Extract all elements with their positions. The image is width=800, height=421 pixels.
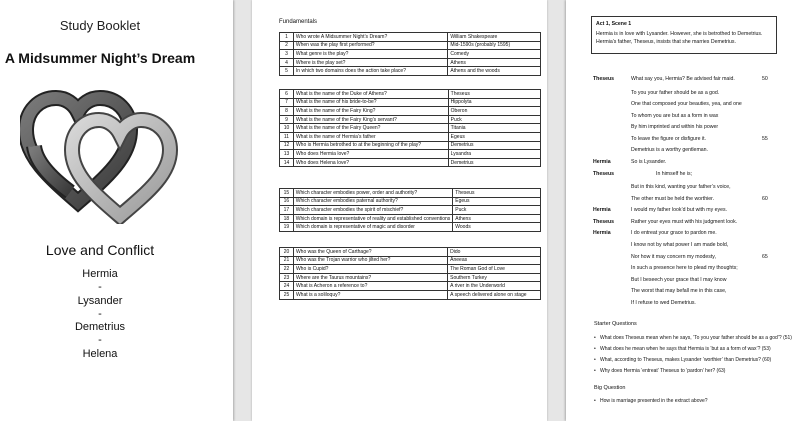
question-number: 17 — [280, 206, 294, 215]
starter-question: • What, according to Theseus, makes Lysander ‘worthier’ than Demetrius? (60) — [600, 357, 771, 363]
separator: - — [98, 281, 102, 294]
table-row — [280, 50, 541, 59]
speaker-name: Theseus — [593, 219, 615, 225]
table-row — [280, 98, 541, 107]
question-number: 10 — [280, 124, 294, 133]
table-row — [280, 290, 541, 299]
question-cell: What is the name of the Fairy King’s servant? — [293, 115, 448, 124]
answer-cell: Athens and the woods — [448, 67, 541, 76]
verse-line: Nor how it may concern my modesty, — [631, 254, 716, 260]
question-cell: Where are the Taurus mountains? — [293, 273, 447, 282]
question-cell: What is the name of the Duke of Athens? — [293, 90, 448, 99]
verse-line: So is Lysander. — [631, 159, 667, 165]
table-row — [280, 248, 541, 257]
question-number: 14 — [280, 158, 294, 167]
answer-cell: Theseus — [448, 90, 540, 99]
answer-cell: William Shakespeare — [448, 33, 541, 42]
table-row — [280, 33, 541, 42]
cover-page — [0, 0, 233, 421]
question-number: 18 — [280, 214, 294, 223]
fundamentals-page — [252, 0, 547, 421]
question-number: 7 — [280, 98, 294, 107]
table-row — [280, 265, 541, 274]
question-cell: Who does Helena love? — [293, 158, 448, 167]
question-cell: Which domain is representative of reality and established conventions — [293, 214, 453, 223]
character-name: Demetrius — [74, 321, 126, 334]
booklet-label: Study Booklet — [59, 18, 141, 33]
verse-line: To you your father should be as a god. — [631, 90, 720, 96]
fundamentals-heading: Fundamentals — [279, 19, 318, 25]
verse-line: By him imprinted and within his power — [631, 124, 719, 130]
speaker-name: Theseus — [593, 76, 615, 82]
table-row — [280, 41, 541, 50]
answer-cell: Egeus — [453, 197, 541, 206]
speaker-name: Theseus — [593, 171, 615, 177]
question-number: 13 — [280, 150, 294, 159]
table-row — [280, 223, 541, 232]
question-number: 8 — [280, 107, 294, 116]
separator: - — [98, 334, 102, 347]
answer-cell: Demetrius — [448, 158, 540, 167]
question-cell: Who was the Queen of Carthage? — [293, 248, 447, 257]
question-cell: What is the name of the Fairy Queen? — [293, 124, 448, 133]
verse-line: One that composed your beauties, yea, and one — [631, 101, 742, 107]
question-cell: Where is the play set? — [293, 58, 447, 67]
answer-cell: Puck — [453, 206, 541, 215]
table-row — [280, 197, 541, 206]
verse-line: Rather your eyes must with his judgment look. — [631, 219, 738, 225]
question-number: 24 — [280, 282, 294, 291]
question-number: 20 — [280, 248, 294, 257]
answer-cell: Athens — [448, 58, 541, 67]
question-number: 1 — [280, 33, 294, 42]
question-cell: Who is Hermia betrothed to at the beginning of the play? — [293, 141, 448, 150]
question-number: 5 — [280, 67, 294, 76]
question-cell: Who was the Trojan warrior who jilted her? — [293, 256, 447, 265]
answer-cell: Lysandra — [448, 150, 540, 159]
answer-cell: Hippolyta — [448, 98, 540, 107]
line-number: 55 — [762, 136, 768, 142]
table-row — [280, 58, 541, 67]
question-cell: Who does Hermia love? — [293, 150, 448, 159]
verse-line: In himself he is; — [656, 171, 693, 177]
separator: - — [98, 307, 102, 320]
table-row — [280, 141, 541, 150]
question-number: 4 — [280, 58, 294, 67]
table-row — [280, 256, 541, 265]
answer-cell: Oberon — [448, 107, 540, 116]
verse-line: The worst that may befall me in this case, — [631, 288, 727, 294]
verse-line: To leave the figure or disfigure it. — [631, 136, 706, 142]
table-row — [280, 150, 541, 159]
table-row — [280, 282, 541, 291]
verse-line: To whom you are but as a form in wax — [631, 113, 719, 119]
question-cell: What is Acheron a reference to? — [293, 282, 447, 291]
question-number: 6 — [280, 90, 294, 99]
answer-cell: A river in the Underworld — [448, 282, 541, 291]
answer-cell: Comedy — [448, 50, 541, 59]
question-number: 16 — [280, 197, 294, 206]
question-cell: What is a soliloquy? — [293, 290, 447, 299]
question-number: 2 — [280, 41, 294, 50]
question-number: 19 — [280, 223, 294, 232]
question-number: 12 — [280, 141, 294, 150]
answer-cell: Athens — [453, 214, 541, 223]
answer-cell: Aneeas — [448, 256, 541, 265]
answer-cell: Titania — [448, 124, 540, 133]
table-row — [280, 90, 541, 99]
table-row — [280, 158, 541, 167]
answer-cell: The Roman God of Love — [448, 265, 541, 274]
speaker-name: Hermia — [593, 159, 611, 165]
question-cell: Who is Cupid? — [293, 265, 447, 274]
table-row — [280, 124, 541, 133]
verse-line: I would my father look’d but with my eyes. — [631, 207, 728, 213]
character-list — [0, 268, 200, 361]
line-number: 60 — [762, 196, 768, 202]
table-row — [280, 115, 541, 124]
starter-question: • What does he mean when he says that Hermia is ‘but as a form of wax’? (53) — [600, 346, 771, 352]
line-number: 65 — [762, 254, 768, 260]
scene-heading: Act 1, Scene 1 — [596, 21, 632, 27]
character-name: Helena — [82, 347, 118, 360]
table-row — [280, 189, 541, 198]
question-cell: What is the name of the Fairy King? — [293, 107, 448, 116]
table-row — [280, 273, 541, 282]
answer-cell: Southern Turkey — [448, 273, 541, 282]
answer-cell: Dido — [448, 248, 541, 257]
table-row — [280, 214, 541, 223]
table-row — [280, 67, 541, 76]
play-title: A Midsummer Night’s Dream — [4, 50, 196, 66]
scene-summary-box — [591, 16, 777, 54]
character-name: Lysander — [77, 294, 123, 307]
theme-title: Love and Conflict — [45, 242, 155, 258]
verse-line: In such a presence here to plead my thoughts; — [631, 265, 738, 271]
answer-cell: Egeus — [448, 132, 540, 141]
question-cell: Which character embodies paternal authority? — [293, 197, 453, 206]
big-question-title: Big Question — [594, 385, 626, 391]
line-number: 50 — [762, 76, 768, 82]
question-number: 22 — [280, 265, 294, 274]
answer-cell: A speech delivered alone on stage — [448, 290, 541, 299]
big-question: • How is marriage presented in the extract above? — [600, 398, 708, 404]
quiz-table — [279, 32, 541, 76]
answer-cell: Woods — [453, 223, 541, 232]
quiz-table — [279, 89, 541, 167]
table-row — [280, 107, 541, 116]
question-cell: Which domain is representative of magic and disorder — [293, 223, 453, 232]
answer-cell: Theseus — [453, 189, 541, 198]
question-cell: What is the name of Hermia’s father — [293, 132, 448, 141]
speaker-name: Hermia — [593, 207, 611, 213]
verse-line: But I beseech your grace that I may know — [631, 277, 727, 283]
verse-line: I do entreat your grace to pardon me. — [631, 230, 717, 236]
answer-cell: Demetrius — [448, 141, 540, 150]
table-row — [280, 206, 541, 215]
question-number: 3 — [280, 50, 294, 59]
answer-cell: Puck — [448, 115, 540, 124]
scene-summary-line: Hermia is in love with Lysander. However, she is betrothed to Demetrius. — [596, 31, 763, 37]
speaker-name: Hermia — [593, 230, 611, 236]
verse-line: Demetrius is a worthy gentleman. — [631, 147, 708, 153]
question-number: 11 — [280, 132, 294, 141]
starter-question: • What does Theseus mean when he says, ‘To you your father should be as a god’? (51) — [600, 335, 792, 341]
starter-question: • Why does Hermia ‘entreat’ Theseus to ‘pardon’ her? (63) — [600, 368, 725, 374]
quiz-table — [279, 247, 541, 300]
question-cell: In which two domains does the action take place? — [293, 67, 447, 76]
verse-line: If I refuse to wed Demetrius. — [631, 300, 696, 306]
question-number: 9 — [280, 115, 294, 124]
interlocking-hearts-icon — [20, 84, 180, 224]
answer-cell: Mid-1590s (probably 1595) — [448, 41, 541, 50]
question-number: 25 — [280, 290, 294, 299]
character-name: Hermia — [82, 268, 118, 280]
question-cell: Who wrote A Midsummer Night’s Dream? — [293, 33, 447, 42]
verse-line: The other must be held the worthier. — [631, 196, 715, 202]
table-row — [280, 132, 541, 141]
question-number: 23 — [280, 273, 294, 282]
question-cell: When was the play first performed? — [293, 41, 447, 50]
question-cell: Which character embodies the spirit of mischief? — [293, 206, 453, 215]
question-cell: What genre is the play? — [293, 50, 447, 59]
scene-summary-line: Hermia’s father, Theseus, insists that she marries Demetrius. — [596, 39, 736, 45]
question-number: 15 — [280, 189, 294, 198]
starter-questions-title: Starter Questions — [594, 321, 637, 327]
verse-line: What say you, Hermia? Be advised fair maid. — [631, 76, 735, 82]
extract-page — [566, 0, 800, 421]
question-cell: What is the name of his bride-to-be? — [293, 98, 448, 107]
question-cell: Which character embodies power, order and authority? — [293, 189, 453, 198]
quiz-table — [279, 188, 541, 232]
question-number: 21 — [280, 256, 294, 265]
verse-line: I know not by what power I am made bold, — [631, 242, 729, 248]
verse-line: But in this kind, wanting your father’s voice, — [631, 184, 731, 190]
